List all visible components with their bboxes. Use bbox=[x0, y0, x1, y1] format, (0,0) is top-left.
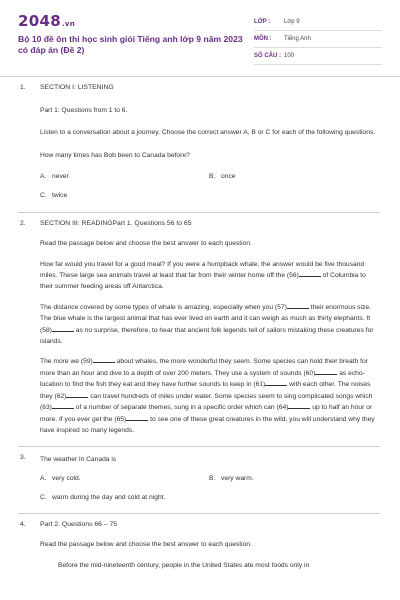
option-b[interactable]: B. once bbox=[209, 173, 236, 181]
option-b[interactable]: B. very warm. bbox=[209, 474, 254, 482]
question-3 bbox=[20, 454, 378, 512]
question-text: How many times has Bob been to Canada before? bbox=[40, 151, 190, 159]
meta-label: LỚP : bbox=[254, 19, 271, 25]
page-header bbox=[0, 0, 400, 76]
answer-blank[interactable] bbox=[315, 369, 337, 375]
passage-paragraph: How far would you travel for a good meal? If you were a humpback whale, the answer would be five thousand miles. These large sea animals travel at least that far from their winter home off the (56) of Columbia to their summer feeding areas off Antarctica. bbox=[40, 260, 366, 291]
option-a[interactable]: A. very cold. bbox=[40, 474, 81, 482]
option-c[interactable]: C. warm during the day and cold at night. bbox=[40, 493, 166, 501]
question-divider bbox=[18, 446, 380, 447]
question-divider bbox=[18, 513, 380, 514]
instruction-text: Read the passage below and choose the best answer to each question. bbox=[40, 240, 252, 248]
answer-blank[interactable] bbox=[287, 303, 309, 309]
question-divider bbox=[18, 212, 380, 213]
answer-blank[interactable] bbox=[126, 415, 148, 421]
answer-blank[interactable] bbox=[52, 326, 74, 332]
meta-row-class bbox=[254, 14, 382, 31]
meta-value: 100 bbox=[284, 53, 295, 59]
part-heading: Part 1: Questions from 1 to 6. bbox=[40, 107, 128, 114]
question-text: The weather in Canada is bbox=[40, 456, 117, 464]
question-number: 4. bbox=[20, 520, 26, 528]
meta-value: Lớp 9 bbox=[284, 19, 300, 25]
answer-blank[interactable] bbox=[52, 403, 74, 409]
answer-blank[interactable] bbox=[288, 403, 310, 409]
question-list bbox=[0, 84, 400, 572]
answer-blank[interactable] bbox=[265, 380, 287, 386]
question-number: 3. bbox=[20, 454, 26, 462]
question-4 bbox=[20, 521, 378, 572]
site-logo[interactable]: 2048.vn bbox=[18, 12, 76, 30]
instruction-text: Read the passage below and choose the best answer to each question. bbox=[40, 540, 252, 548]
meta-label: MÔN : bbox=[254, 36, 272, 42]
answer-blank[interactable] bbox=[93, 357, 115, 363]
meta-row-count bbox=[254, 48, 382, 65]
question-number: 1. bbox=[20, 84, 26, 91]
answer-options bbox=[40, 475, 378, 513]
header-divider bbox=[0, 76, 400, 77]
question-number: 2. bbox=[20, 220, 26, 228]
document-title: Bộ 10 đề ôn thi học sinh giỏi Tiếng anh lớp 9 năm 2023 có đáp án (Đề 2) bbox=[18, 34, 243, 55]
option-a[interactable]: A. never bbox=[40, 173, 69, 181]
answer-blank[interactable] bbox=[299, 271, 321, 277]
answer-blank[interactable] bbox=[66, 392, 88, 398]
section-title: Part 2. Questions 66 – 75 bbox=[40, 520, 118, 528]
question-1 bbox=[20, 84, 378, 211]
section-title: SECTION I: LISTENING bbox=[40, 84, 114, 91]
option-c[interactable]: C. twice bbox=[40, 192, 68, 200]
meta-info bbox=[254, 14, 382, 65]
meta-value: Tiếng Anh bbox=[284, 36, 311, 42]
passage-paragraph: The more we (59) about whales, the more wonderful they seem. Some species can hold their breath for more than an hour and dive to a depth of over 200 meters. They use a system of sounds (60) as echo-location to find the fish they eat and they have further sounds to keep in (61) with each other. The noises they (62) can travel hundreds of miles under water. Some species seem to sing complicated songs which (63) of a number of separate themes, sung in a specific order which can (64) up to half an hour or more. If you ever get the (65) to see one of these great creatures in the wild, you will understand why they have inspired so many legends. bbox=[40, 358, 375, 434]
passage-paragraph: Before the mid-nineteenth century, people in the United States ate most foods only in bbox=[58, 562, 310, 570]
section-title: SECTION III: READINGPart 1. Questions 56 to 65 bbox=[40, 220, 192, 228]
answer-options bbox=[40, 173, 378, 211]
passage-paragraph: The distance covered by some types of whale is amazing, especially when you (57) their enormous size. The blue whale is the largest animal that has ever lived on earth and it can weigh as much as thirty elephants. It (58) as no surprise, therefore, to hear that ancient folk legends tell of sailors mistaking these creatures for islands. bbox=[40, 303, 374, 346]
question-2 bbox=[20, 220, 378, 436]
meta-label: SỐ CÂU : bbox=[254, 53, 281, 59]
instruction-text: Listen to a conversation about a journey. Choose the correct answer A, B or C for each of the following questions. bbox=[40, 129, 376, 137]
meta-row-subject bbox=[254, 31, 382, 48]
